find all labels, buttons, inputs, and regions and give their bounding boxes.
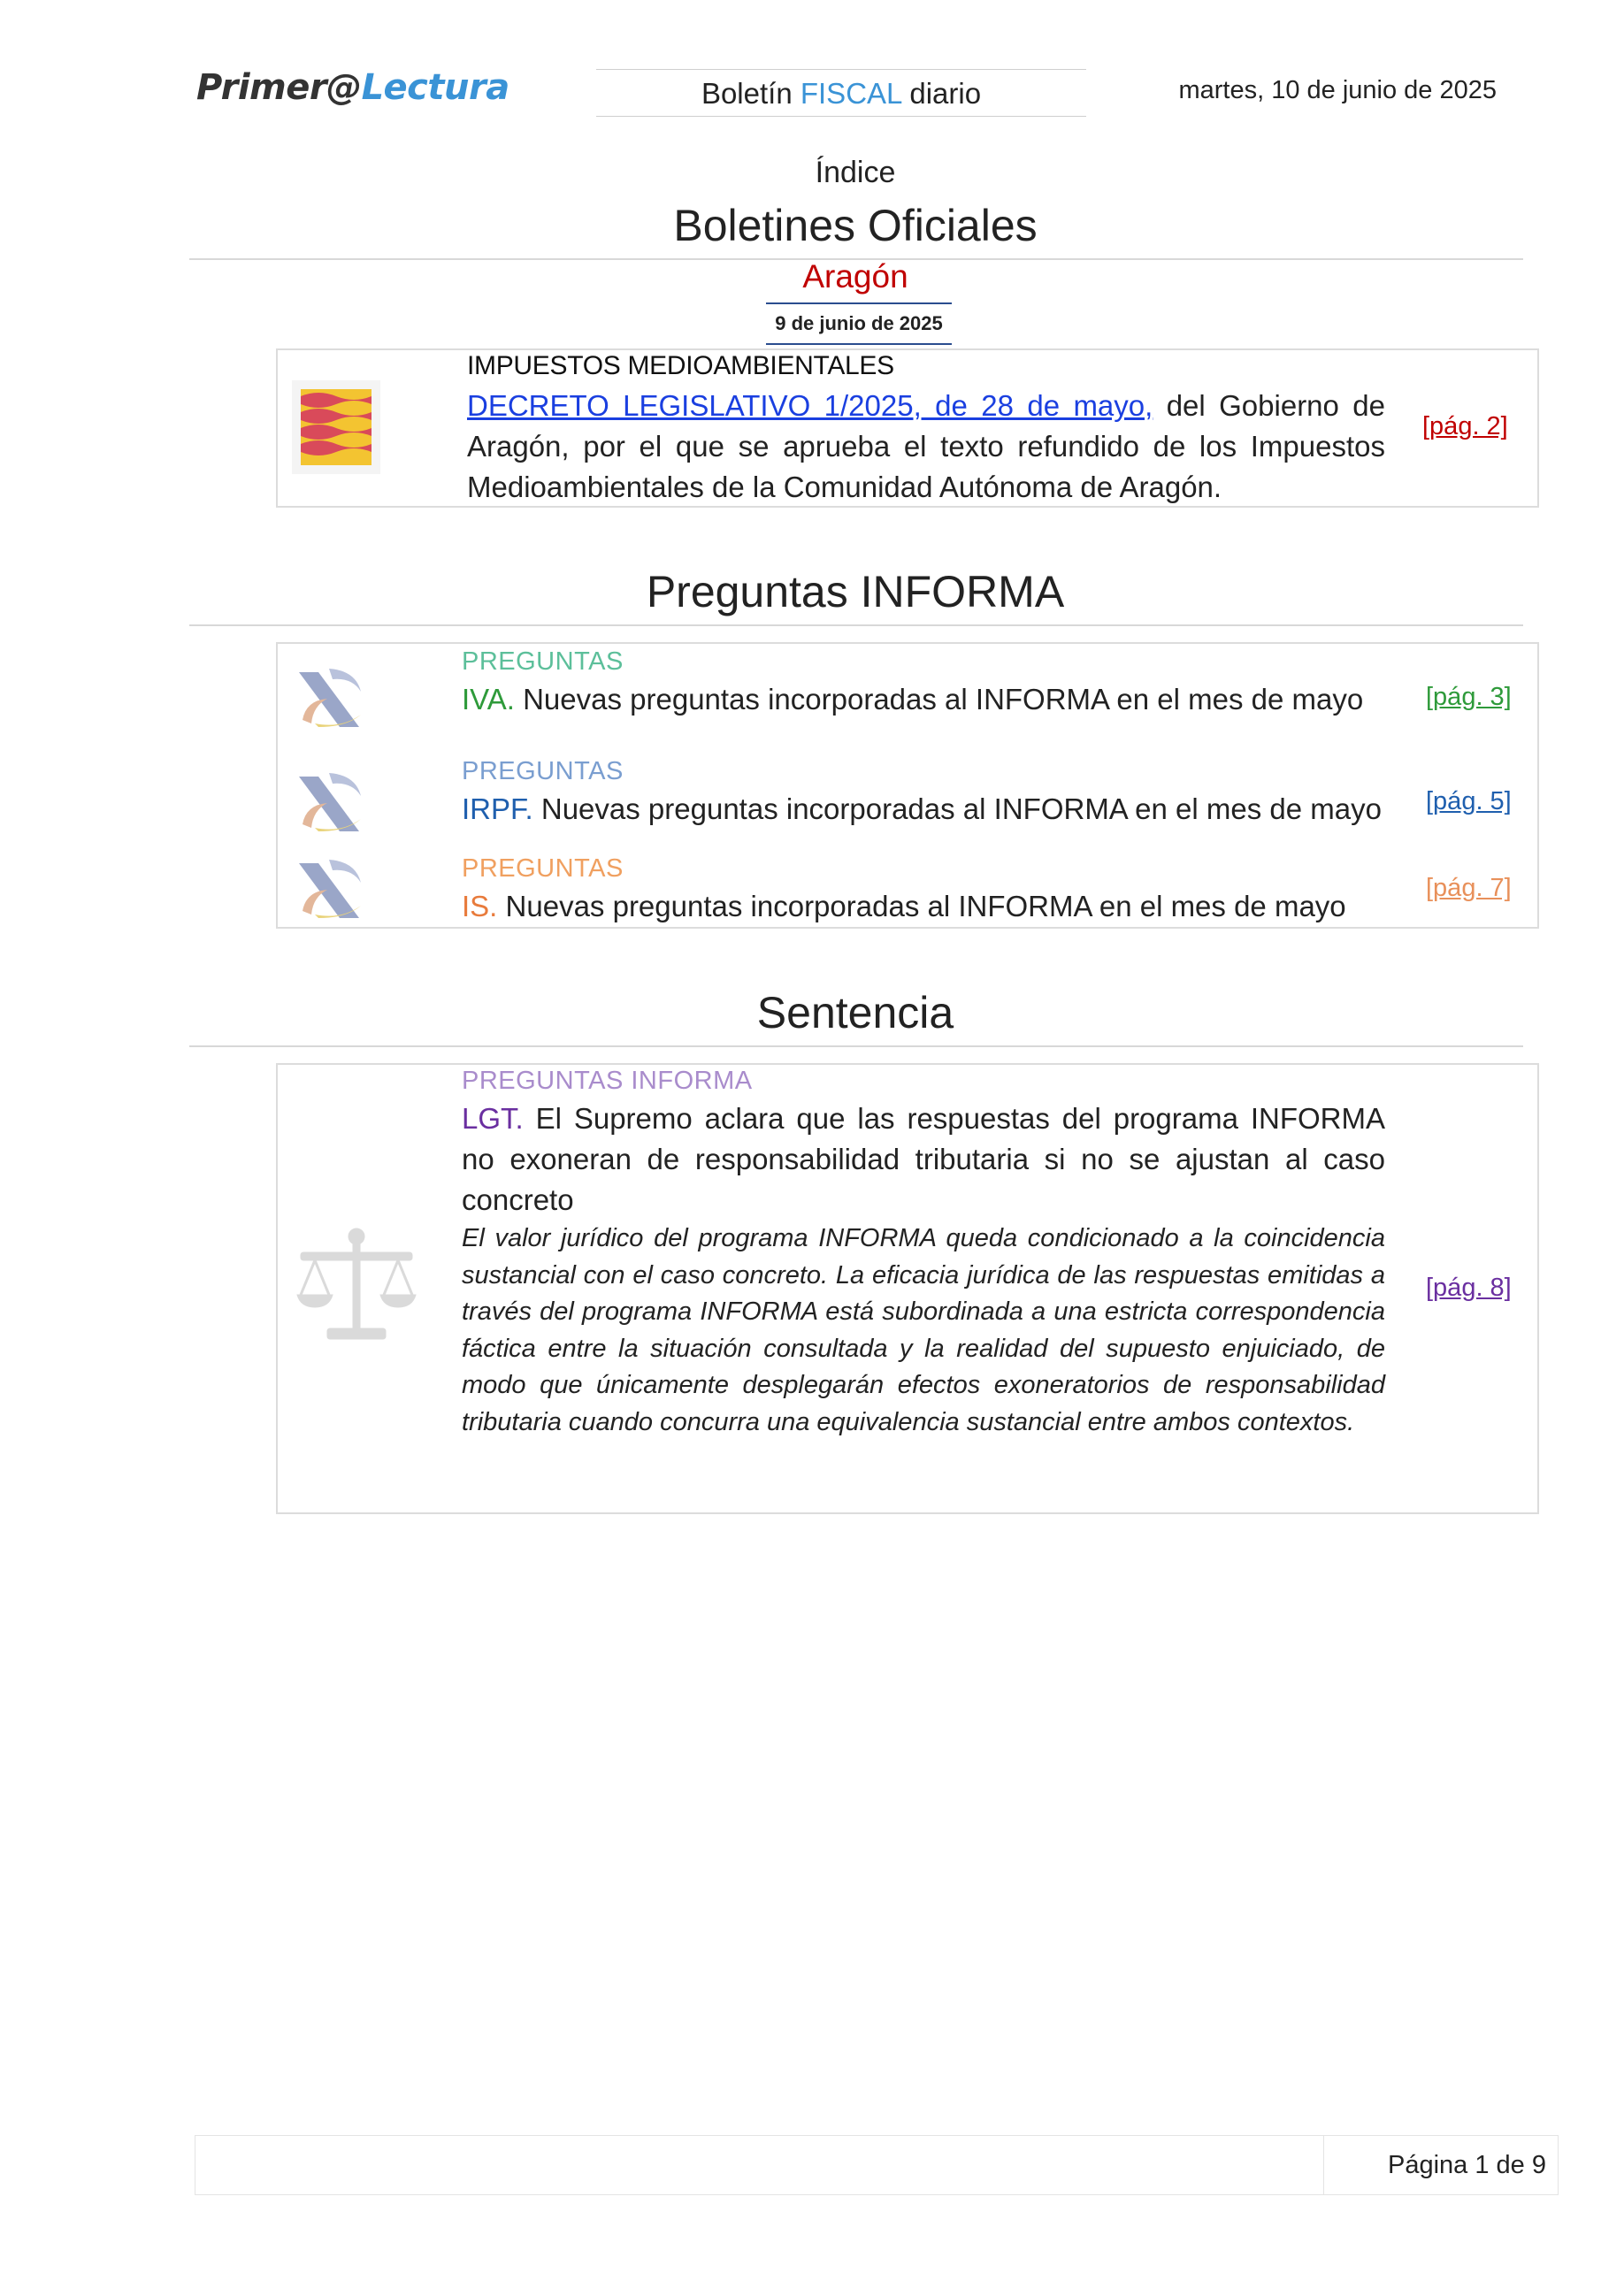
tag-is: IS. [462, 890, 498, 922]
pregunta-item-is [462, 886, 1346, 927]
pregunta-item-irpf [462, 789, 1382, 830]
tag-iva: IVA. [462, 683, 515, 716]
aragon-flag-icon [292, 380, 380, 474]
category-label: PREGUNTAS [462, 854, 624, 883]
aeat-logo-icon [297, 665, 366, 729]
pregunta-text: Nuevas preguntas incorporadas al INFORMA en el mes de mayo [497, 890, 1346, 922]
logo-text-lectura: Lectura [361, 67, 509, 108]
section-title-sentencia: Sentencia [756, 988, 954, 1037]
region-heading: Aragón [802, 258, 908, 295]
bulletin-prefix: Boletín [701, 77, 801, 110]
pregunta-category [462, 757, 624, 786]
boletin-text: del Gobierno de Aragón, por el que se aprueba el texto refundido de los Impuestos Medioambientales de la Comunidad Autónoma de Aragón. [467, 389, 1385, 503]
page-link-3[interactable]: [pág. 3] [1426, 683, 1512, 711]
brand-logo [196, 67, 509, 108]
date-badge: 9 de junio de 2025 [766, 302, 952, 345]
section-divider [189, 1045, 1523, 1047]
category-label: PREGUNTAS [462, 757, 624, 785]
aeat-logo-icon [297, 856, 366, 920]
sentencia-category [462, 1067, 753, 1096]
section-divider [189, 624, 1523, 626]
sentencia-summary: El valor jurídico del programa INFORMA queda condicionado a la coincidencia sustancial con el caso concreto. La eficacia jurídica de las respuestas emitidas a través del programa INFORMA está subordinada a una estricta correspondencia fáctica entre la situación consultada y la realidad del supuesto enjuiciado, de modo que únicamente desplegarán efectos exoneratorios de responsabilidad tributaria cuando concurra una equivalencia sustancial entre ambos contextos. [462, 1224, 1385, 1436]
tag-lgt: LGT. [462, 1102, 524, 1135]
bulletin-fiscal: FISCAL [800, 77, 902, 110]
boletin-description [467, 386, 1385, 508]
boletin-category: IMPUESTOS MEDIOAMBIENTALES [467, 351, 894, 380]
pregunta-category [462, 647, 624, 677]
bulletin-suffix: diario [901, 77, 982, 110]
pregunta-item-iva [462, 679, 1363, 720]
page-link-5[interactable]: [pág. 5] [1426, 787, 1512, 815]
logo-text-primer: Primer@ [196, 67, 362, 108]
section-title-preguntas: Preguntas INFORMA [646, 567, 1065, 616]
category-label: PREGUNTAS INFORMA [462, 1067, 753, 1095]
page-link-7[interactable]: [pág. 7] [1426, 874, 1512, 902]
page-link-2[interactable]: [pág. 2] [1422, 412, 1508, 440]
page-link-8[interactable]: [pág. 8] [1426, 1274, 1512, 1302]
scales-of-justice-icon [295, 1226, 417, 1346]
pregunta-text: Nuevas preguntas incorporadas al INFORMA en el mes de mayo [514, 683, 1364, 716]
pregunta-text: Nuevas preguntas incorporadas al INFORMA en el mes de mayo [532, 792, 1382, 825]
category-label: PREGUNTAS [462, 647, 624, 676]
decree-link[interactable]: DECRETO LEGISLATIVO 1/2025, de 28 de mayo, [467, 389, 1153, 422]
bulletin-title [596, 69, 1086, 117]
sentencia-headline [462, 1098, 1385, 1221]
aeat-logo-icon [297, 769, 366, 833]
index-title: Índice [815, 156, 896, 189]
sentencia-text: El Supremo aclara que las respuestas del programa INFORMA no exoneran de responsabilidad tributaria si no se ajustan al caso concreto [462, 1102, 1385, 1216]
header-date: martes, 10 de junio de 2025 [1178, 76, 1497, 104]
section-title-boletines: Boletines Oficiales [673, 201, 1038, 250]
tag-irpf: IRPF. [462, 792, 533, 825]
pregunta-category [462, 854, 624, 884]
page-number: Página 1 de 9 [1388, 2151, 1546, 2179]
